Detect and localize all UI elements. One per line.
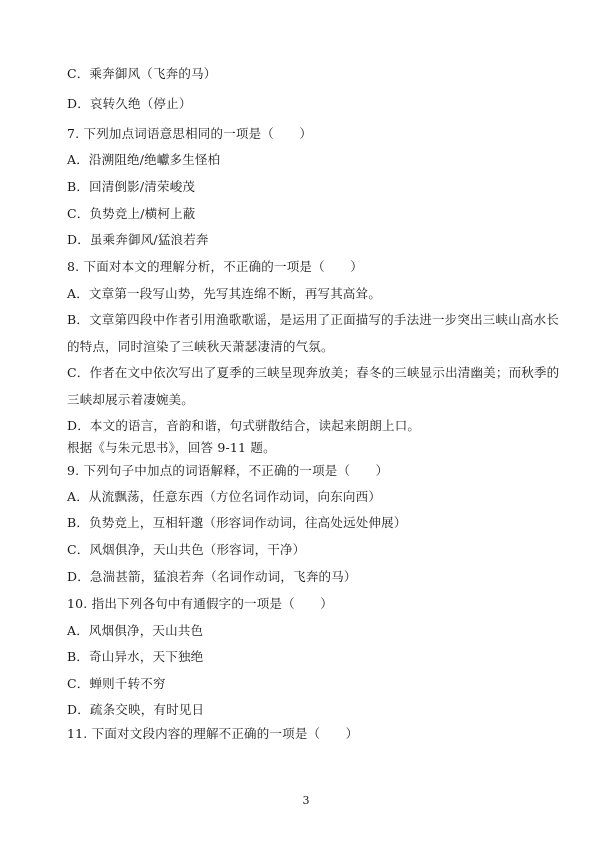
option-line: A．沿溯阻绝/绝巘多生怪柏 — [67, 152, 221, 167]
option-continuation: 三峡却展示着凄婉美。 — [67, 392, 195, 407]
option-line: C．蝉则千转不穷 — [67, 676, 166, 691]
option-line: C．风烟俱净，天山共色（形容词，干净） — [67, 542, 306, 557]
question-line: 9. 下列句子中加点的词语解释，不正确的一项是（ ） — [67, 463, 389, 478]
question-line: 11. 下面对文段内容的理解不正确的一项是（ ） — [67, 726, 359, 741]
question-line: 8. 下面对本文的理解分析，不正确的一项是（ ） — [67, 259, 363, 274]
option-line: C．作者在文中依次写出了夏季的三峡呈现奔放美；春冬的三峡显示出清幽美；而秋季的 — [67, 365, 560, 380]
option-line: D．哀转久绝（停止） — [67, 96, 192, 111]
option-line: A．风烟俱净，天山共色 — [67, 623, 204, 638]
option-line: C．负势竞上/横柯上蔽 — [67, 206, 196, 221]
section-instruction: 根据《与朱元思书》，回答 9-11 题。 — [67, 440, 276, 455]
question-line: 10. 指出下列各句中有通假字的一项是（ ） — [67, 596, 333, 611]
option-line: B．文章第四段中作者引用渔歌歌谣，是运用了正面描写的手法进一步突出三峡山高水长 — [67, 312, 559, 327]
option-line: D．虽乘奔御风/猛浪若奔 — [67, 232, 209, 247]
option-line: A．文章第一段写山势，先写其连绵不断，再写其高耸。 — [67, 286, 382, 301]
option-line: D．疏条交映，有时见日 — [67, 702, 205, 717]
option-line: B．回清倒影/清荣峻茂 — [67, 179, 196, 194]
option-line: A．从流飘荡，任意东西（方位名词作动词，向东向西） — [67, 489, 382, 504]
option-line: D．本文的语言，音韵和谐，句式骈散结合，读起来朗朗上口。 — [67, 418, 421, 433]
question-line: 7. 下列加点词语意思相同的一项是（ ） — [67, 126, 313, 141]
option-line: D．急湍甚箭，猛浪若奔（名词作动词，飞奔的马） — [67, 569, 357, 584]
option-line: B．负势竞上，互相轩邈（形容词作动词，往高处远处伸展） — [67, 515, 407, 530]
page-number: 3 — [302, 794, 310, 807]
option-continuation: 的特点，同时渲染了三峡秋天萧瑟凄清的气氛。 — [67, 339, 334, 354]
option-line: B．奇山异水，天下独绝 — [67, 649, 204, 664]
option-line: C．乘奔御风（飞奔的马） — [67, 66, 217, 81]
